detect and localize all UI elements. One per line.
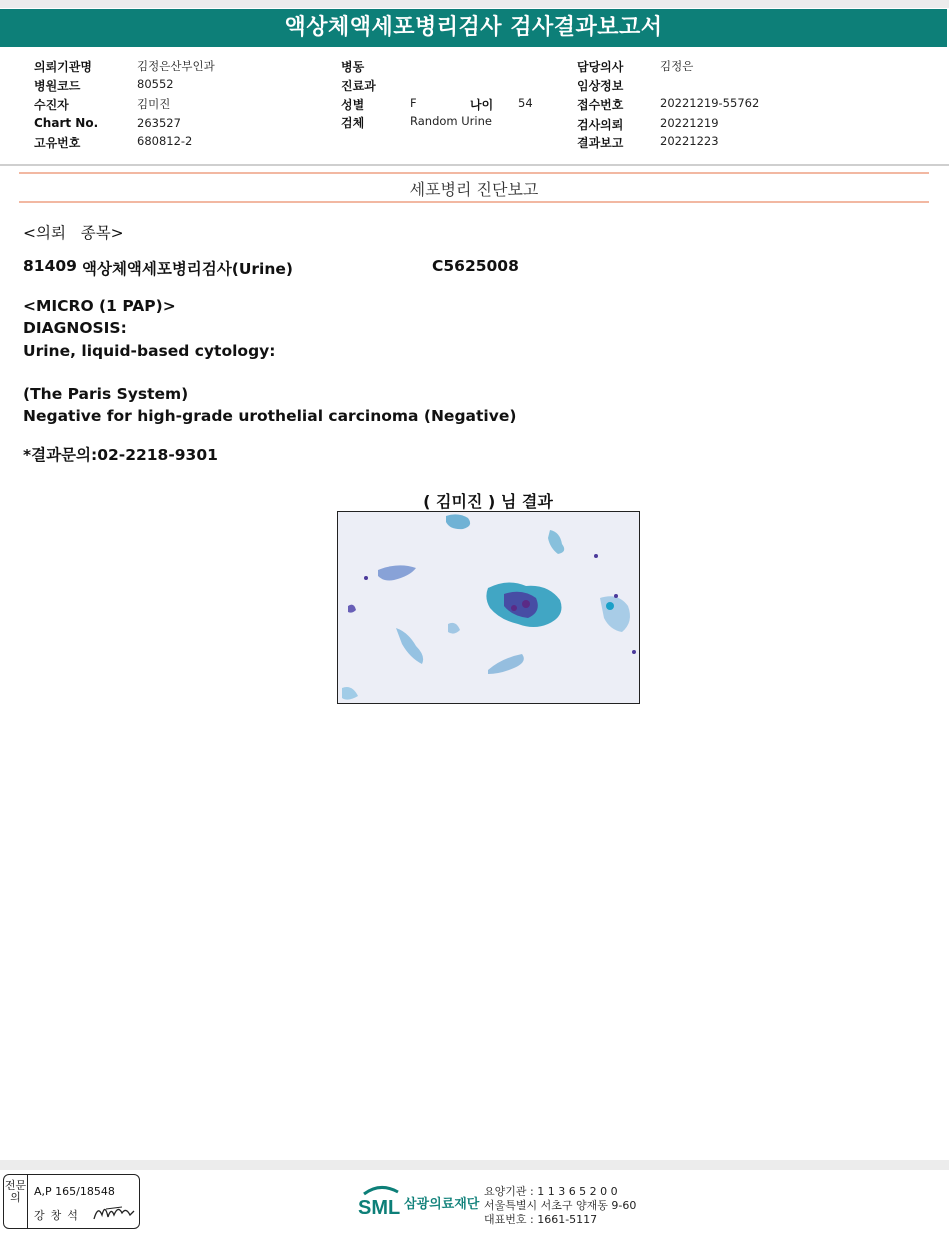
info-value-report-date: 20221223	[660, 134, 719, 148]
section-title: 세포병리 진단보고	[409, 180, 539, 199]
footer-strip	[0, 1160, 949, 1170]
info-label-doctor: 담당의사	[577, 60, 624, 74]
info-value-unique-no: 680812-2	[137, 134, 193, 148]
info-value-age: 54	[518, 96, 533, 110]
info-value-specimen: Random Urine	[410, 114, 492, 128]
report-title: 액상체액세포병리검사 검사결과보고서	[0, 9, 947, 47]
result-text: Negative for high-grade urothelial carcinoma (Negative)	[23, 407, 517, 425]
info-value-sex: F	[410, 96, 417, 110]
sml-logo-icon	[358, 1182, 404, 1222]
diagnosis-label: DIAGNOSIS:	[23, 319, 127, 337]
request-header: <의뢰 종목>	[23, 224, 124, 242]
info-value-chart-no: 263527	[137, 116, 181, 130]
info-label-department: 진료과	[341, 79, 376, 93]
test-code: 81409	[23, 257, 77, 275]
logo-text: SML	[358, 1197, 401, 1219]
test-id: C5625008	[432, 257, 519, 275]
patient-info	[0, 52, 949, 164]
image-caption: ( 김미진 ) 님 결과	[423, 492, 553, 511]
info-label-hospital-code: 병원코드	[34, 79, 81, 93]
sml-logo	[358, 1182, 404, 1226]
info-value-receipt-no: 20221219-55762	[660, 96, 760, 110]
cytology-image	[337, 511, 640, 704]
section-line-top	[19, 172, 929, 174]
address: 서울특별시 서초구 양재동 9-60	[484, 1199, 637, 1212]
info-label-report-date: 결과보고	[577, 136, 624, 150]
test-name: 액상체액세포병리검사(Urine)	[82, 260, 293, 278]
info-label-request-date: 검사의뢰	[577, 118, 624, 132]
info-value-request-date: 20221219	[660, 116, 719, 130]
info-label-patient: 수진자	[34, 98, 69, 112]
divider	[0, 164, 949, 166]
info-label-unique-no: 고유번호	[34, 136, 81, 150]
cytology-micrograph	[338, 512, 640, 704]
info-value-institution: 김정은산부인과	[137, 59, 215, 73]
info-value-doctor: 김정은	[660, 59, 694, 73]
organization-name: 삼광의료재단	[404, 1197, 480, 1212]
info-label-clinical: 임상정보	[577, 79, 624, 93]
info-label-specimen: 검체	[341, 116, 365, 130]
info-value-patient: 김미진	[137, 97, 171, 111]
phone: 대표번호 : 1661-5117	[484, 1213, 598, 1226]
section-line-bottom	[19, 201, 929, 203]
stamp-code: A,P 165/18548	[34, 1185, 115, 1198]
info-label-ward: 병동	[341, 60, 365, 74]
institution-code: 요양기관 : 1 1 3 6 5 2 0 0	[484, 1185, 618, 1198]
micro-header: <MICRO (1 PAP)>	[23, 297, 176, 315]
inquiry-text: *결과문의:02-2218-9301	[23, 446, 218, 464]
info-label-institution: 의뢰기관명	[34, 60, 92, 74]
info-label-receipt-no: 접수번호	[577, 98, 624, 112]
stamp-name: 강창석	[34, 1209, 84, 1222]
stamp-side-label: 전문의	[4, 1175, 28, 1228]
signature-icon	[92, 1201, 136, 1223]
info-label-sex: 성별	[341, 98, 365, 112]
pathologist-stamp	[3, 1174, 140, 1229]
top-strip	[0, 0, 949, 8]
info-label-age: 나이	[470, 98, 494, 112]
system-text: (The Paris System)	[23, 385, 189, 403]
info-value-hospital-code: 80552	[137, 77, 174, 91]
specimen-text: Urine, liquid-based cytology:	[23, 342, 276, 360]
info-label-chart-no: Chart No.	[34, 116, 99, 130]
